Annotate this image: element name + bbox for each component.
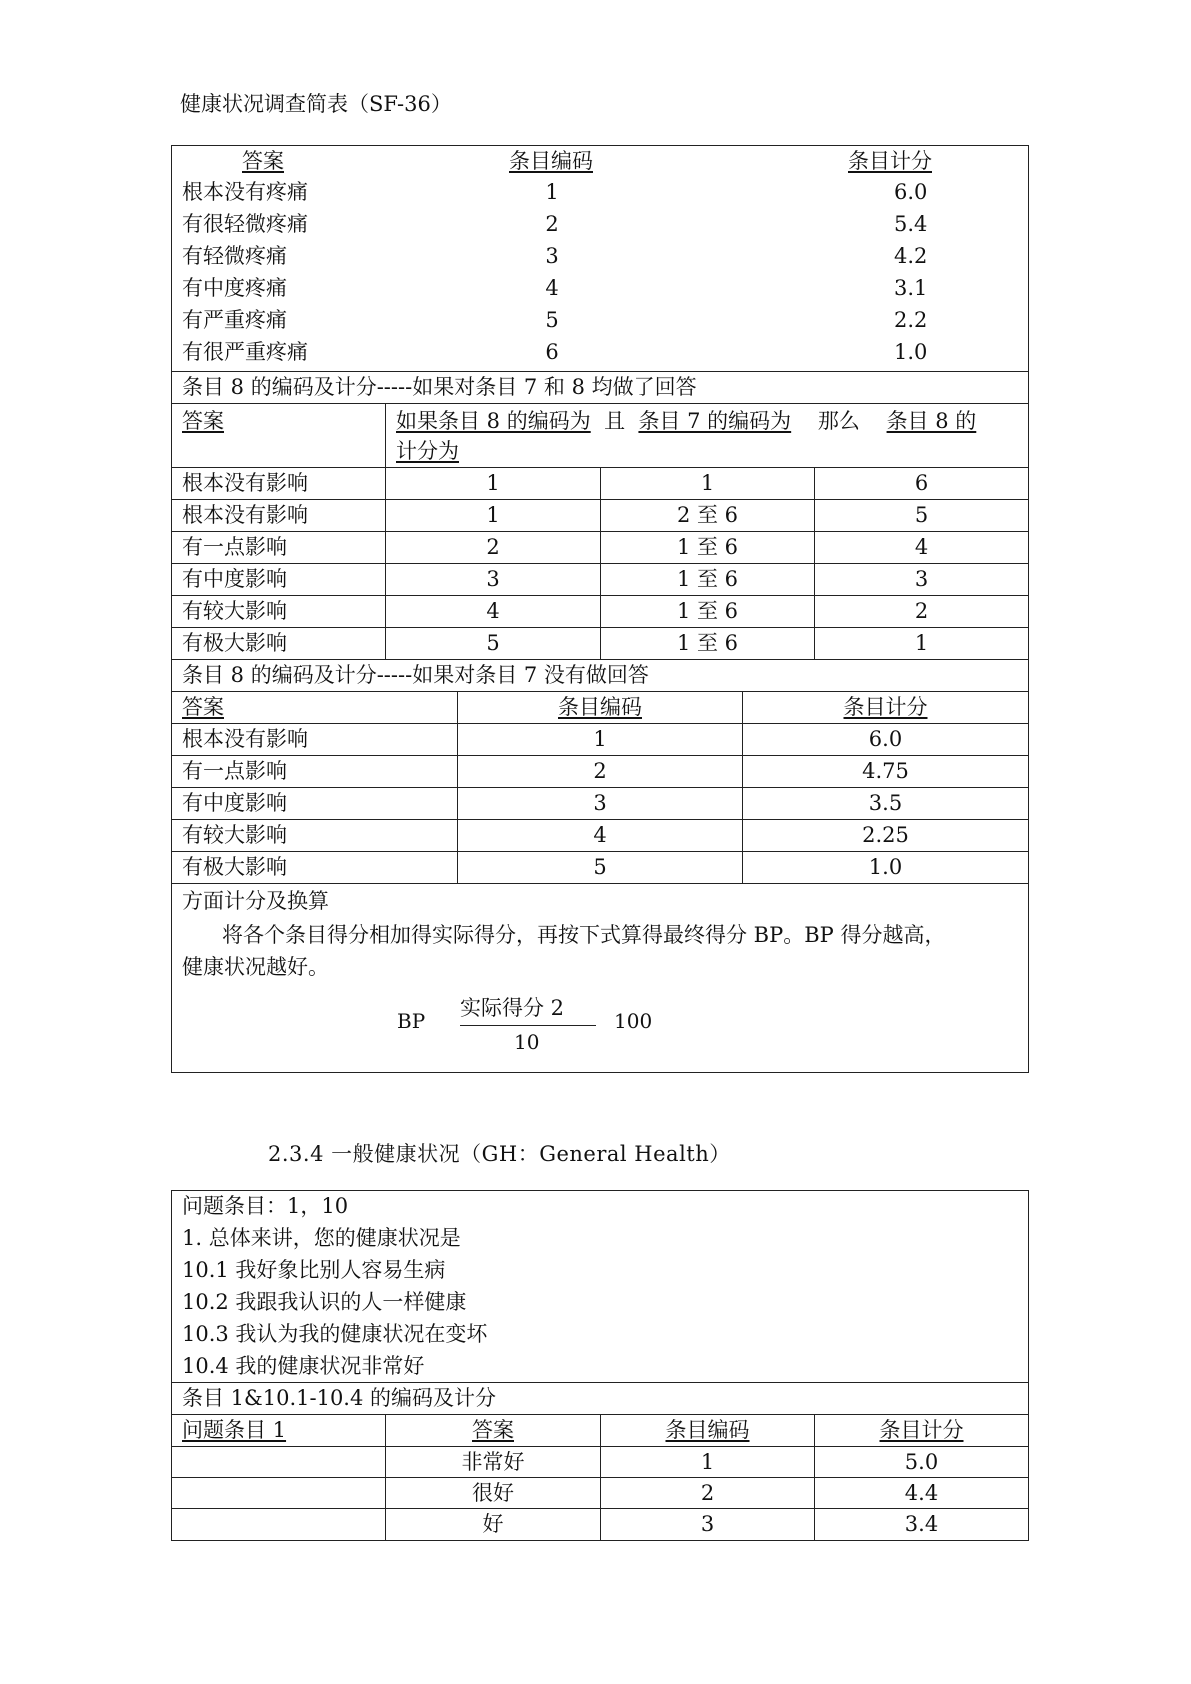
table-row: [172, 564, 1028, 596]
pain-answer: 有很严重疼痛: [182, 340, 308, 364]
gh-item-line: 10.4 我的健康状况非常好: [182, 1354, 425, 1378]
gh-item-line: 问题条目：1，10: [182, 1194, 349, 1218]
pain-answer: 有中度疼痛: [182, 276, 287, 300]
gh-answer: 很好: [385, 1478, 600, 1508]
t2-answer: 有极大影响: [182, 631, 287, 655]
t2-item8-code: 5: [385, 628, 600, 659]
table-row: [172, 208, 1028, 240]
t3-code: 3: [457, 788, 742, 819]
t3-score: 1.0: [742, 852, 1028, 883]
t3-answer: 有较大影响: [182, 823, 287, 847]
formula-multiplier: 100: [614, 1009, 653, 1033]
formula-denominator: 10: [514, 1030, 540, 1054]
pain-code: 4: [545, 276, 559, 300]
t2-answer: 根本没有影响: [182, 471, 308, 495]
t3-caption-row: [172, 660, 1028, 692]
t2-answer: 有较大影响: [182, 599, 287, 623]
conversion-block: [172, 884, 1028, 1072]
table-row: [172, 788, 1028, 820]
t2-item7-code: 1 至 6: [600, 628, 814, 659]
conversion-paragraph-1: 将各个条目得分相加得实际得分，再按下式算得最终得分 BP。BP 得分越高，: [222, 923, 946, 947]
t3-header-row: [172, 692, 1028, 724]
formula-numerator: 实际得分 2: [460, 996, 565, 1020]
table-row: [172, 724, 1028, 756]
t2-item8-code: 1: [385, 468, 600, 499]
gh-question: [182, 1447, 385, 1477]
gh-question: [182, 1509, 385, 1540]
header-item-score: 条目计分: [848, 149, 932, 173]
pain-score: 2.2: [894, 308, 928, 332]
gh-items-block: [172, 1191, 1028, 1383]
t2-header-then: 那么: [817, 409, 860, 433]
t2-answer: 根本没有影响: [182, 503, 308, 527]
gh-header-question: 问题条目 1: [182, 1418, 287, 1442]
gh-code: 3: [600, 1509, 814, 1540]
pain-score: 3.1: [894, 276, 928, 300]
t2-item7-code: 1: [600, 468, 814, 499]
t2-header-row: [172, 404, 1028, 468]
gh-header-code: 条目编码: [665, 1418, 750, 1442]
t2-answer: 有一点影响: [182, 535, 287, 559]
pain-score: 1.0: [894, 340, 928, 364]
pain-code: 6: [545, 340, 559, 364]
t3-header-answer: 答案: [182, 695, 224, 719]
t3-code: 2: [457, 756, 742, 787]
table-row: [172, 468, 1028, 500]
gh-question: [182, 1478, 385, 1508]
general-health-table: [171, 1190, 1029, 1541]
pain-code: 3: [545, 244, 559, 268]
gh-header-answer: 答案: [472, 1418, 514, 1442]
t2-item7-code: 1 至 6: [600, 532, 814, 563]
t2-item8-code: 1: [385, 500, 600, 531]
formula-fraction-bar: [460, 1025, 596, 1026]
pain-score: 5.4: [894, 212, 928, 236]
gh-score: 5.0: [814, 1447, 1028, 1477]
pain-answer: 有严重疼痛: [182, 308, 287, 332]
table-row: [172, 756, 1028, 788]
t3-answer: 根本没有影响: [182, 727, 308, 751]
header-answer: 答案: [242, 149, 284, 173]
t2-item8-score: 5: [814, 500, 1028, 531]
t3-answer: 有中度影响: [182, 791, 287, 815]
table-row: [172, 240, 1028, 272]
t2-item7-code: 2 至 6: [600, 500, 814, 531]
table-row: [172, 628, 1028, 660]
gh-caption: 条目 1&10.1-10.4 的编码及计分: [182, 1386, 497, 1410]
t2-item7-code: 1 至 6: [600, 596, 814, 627]
t2-answer: 有中度影响: [182, 567, 287, 591]
pain-answer: 有轻微疼痛: [182, 244, 287, 268]
t3-score: 6.0: [742, 724, 1028, 755]
gh-score: 4.4: [814, 1478, 1028, 1508]
t2-header-cell: [385, 404, 1028, 467]
t2-caption-row: [172, 372, 1028, 404]
pain-code: 2: [545, 212, 559, 236]
t2-item8-score: 6: [814, 468, 1028, 499]
table-row: [172, 852, 1028, 884]
gh-answer: 非常好: [385, 1447, 600, 1477]
t2-item8-score: 4: [814, 532, 1028, 563]
table-header-row: [172, 146, 1028, 176]
pain-code: 1: [545, 180, 559, 204]
t2-item8-code: 3: [385, 564, 600, 595]
t2-header-if: 如果条目 8 的编码为: [396, 409, 591, 433]
gh-code: 1: [600, 1447, 814, 1477]
header-item-code: 条目编码: [509, 149, 593, 173]
gh-answer: 好: [385, 1509, 600, 1540]
t3-score: 4.75: [742, 756, 1028, 787]
conversion-paragraph-2: 健康状况越好。: [182, 955, 329, 979]
t3-caption: 条目 8 的编码及计分-----如果对条目 7 没有做回答: [182, 663, 649, 687]
gh-score: 3.4: [814, 1509, 1028, 1540]
t3-answer: 有极大影响: [182, 855, 287, 879]
t3-code: 5: [457, 852, 742, 883]
pain-score: 6.0: [894, 180, 928, 204]
t2-header-answer: 答案: [182, 409, 224, 433]
table-row: [172, 532, 1028, 564]
pain-answer: 有很轻微疼痛: [182, 212, 308, 236]
pain-answer: 根本没有疼痛: [182, 180, 308, 204]
t3-code: 1: [457, 724, 742, 755]
document-title: 健康状况调查简表（SF-36）: [180, 92, 452, 116]
table-row: [172, 596, 1028, 628]
t2-header-and: 且: [604, 409, 626, 433]
t3-score: 3.5: [742, 788, 1028, 819]
gh-code: 2: [600, 1478, 814, 1508]
t3-header-code: 条目编码: [558, 695, 642, 719]
t3-header-score: 条目计分: [843, 695, 928, 719]
t2-item7-code: 1 至 6: [600, 564, 814, 595]
pain-block: [172, 146, 1028, 372]
t2-header-score2: 计分为: [396, 439, 459, 463]
table-row: [172, 500, 1028, 532]
t2-item8-score: 1: [814, 628, 1028, 659]
t2-item8-code: 2: [385, 532, 600, 563]
formula-lhs: BP: [397, 1009, 426, 1033]
pain-code: 5: [545, 308, 559, 332]
gh-item-line: 10.3 我认为我的健康状况在变坏: [182, 1322, 488, 1346]
table-row: [172, 1478, 1028, 1509]
table-row: [172, 1509, 1028, 1540]
pain-score: 4.2: [894, 244, 928, 268]
gh-item-line: 10.2 我跟我认识的人一样健康: [182, 1290, 467, 1314]
gh-header-row: [172, 1415, 1028, 1447]
t2-item8-score: 3: [814, 564, 1028, 595]
table-row: [172, 820, 1028, 852]
table-row: [172, 336, 1028, 368]
t2-header-item7: 条目 7 的编码为: [638, 409, 792, 433]
conversion-heading: 方面计分及换算: [182, 889, 329, 913]
table-row: [172, 272, 1028, 304]
section-heading: 2.3.4 一般健康状况（GH：General Health）: [268, 1142, 731, 1166]
gh-item-line: 10.1 我好象比别人容易生病: [182, 1258, 446, 1282]
t2-header-score: 条目 8 的: [886, 409, 977, 433]
gh-item-line: 1. 总体来讲，您的健康状况是: [182, 1226, 461, 1250]
table-row: [172, 1447, 1028, 1478]
t2-caption: 条目 8 的编码及计分-----如果对条目 7 和 8 均做了回答: [182, 375, 697, 399]
t3-answer: 有一点影响: [182, 759, 287, 783]
gh-caption-row: [172, 1383, 1028, 1415]
table-row: [172, 304, 1028, 336]
t3-code: 4: [457, 820, 742, 851]
t2-item8-code: 4: [385, 596, 600, 627]
gh-header-score: 条目计分: [879, 1418, 964, 1442]
table-row: [172, 176, 1028, 208]
t2-item8-score: 2: [814, 596, 1028, 627]
pain-scoring-table: [171, 145, 1029, 1073]
t3-score: 2.25: [742, 820, 1028, 851]
